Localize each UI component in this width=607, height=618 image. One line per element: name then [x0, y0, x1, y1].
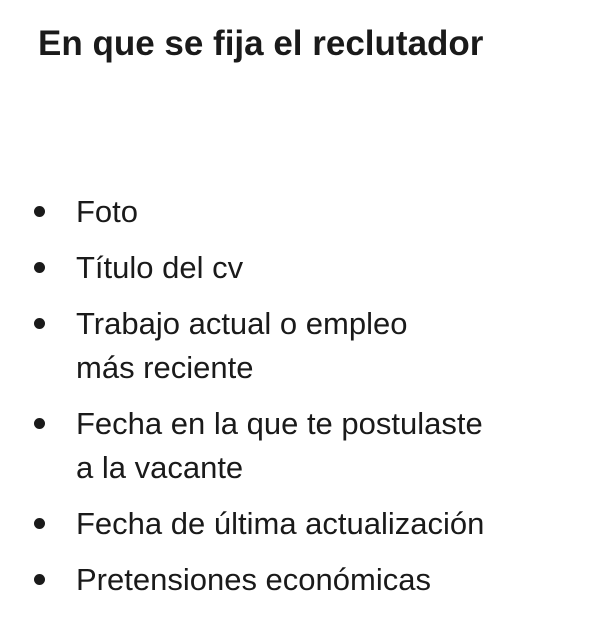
bullet-line: Título del cv: [76, 250, 244, 285]
bullet-dot-icon: [34, 418, 45, 429]
bullet-text: [76, 190, 600, 234]
bullet-item: [0, 402, 600, 490]
bullet-line: a la vacante: [76, 450, 244, 485]
bullet-line: Pretensiones económicas: [76, 562, 431, 597]
bullet-item: [0, 302, 600, 390]
bullet-text: [76, 502, 600, 546]
bullet-dot-icon: [34, 262, 45, 273]
bullet-text: [76, 558, 600, 602]
slide-title: En que se fija el reclutador: [38, 24, 484, 63]
bullet-dot-icon: [34, 206, 45, 217]
bullet-line: Trabajo actual o empleo: [76, 306, 408, 341]
bullet-item: [0, 246, 600, 290]
bullet-item: [0, 190, 600, 234]
bullet-list: [0, 190, 600, 614]
bullet-line: más reciente: [76, 350, 254, 385]
bullet-item: [0, 502, 600, 546]
bullet-text: [76, 246, 600, 290]
bullet-line: Foto: [76, 194, 139, 229]
bullet-item: [0, 558, 600, 602]
bullet-dot-icon: [34, 318, 45, 329]
bullet-line: Fecha en la que te postulaste: [76, 406, 483, 441]
bullet-dot-icon: [34, 518, 45, 529]
bullet-line: Fecha de última actualización: [76, 506, 485, 541]
bullet-dot-icon: [34, 574, 45, 585]
bullet-text: [76, 302, 600, 390]
bullet-text: [76, 402, 600, 490]
